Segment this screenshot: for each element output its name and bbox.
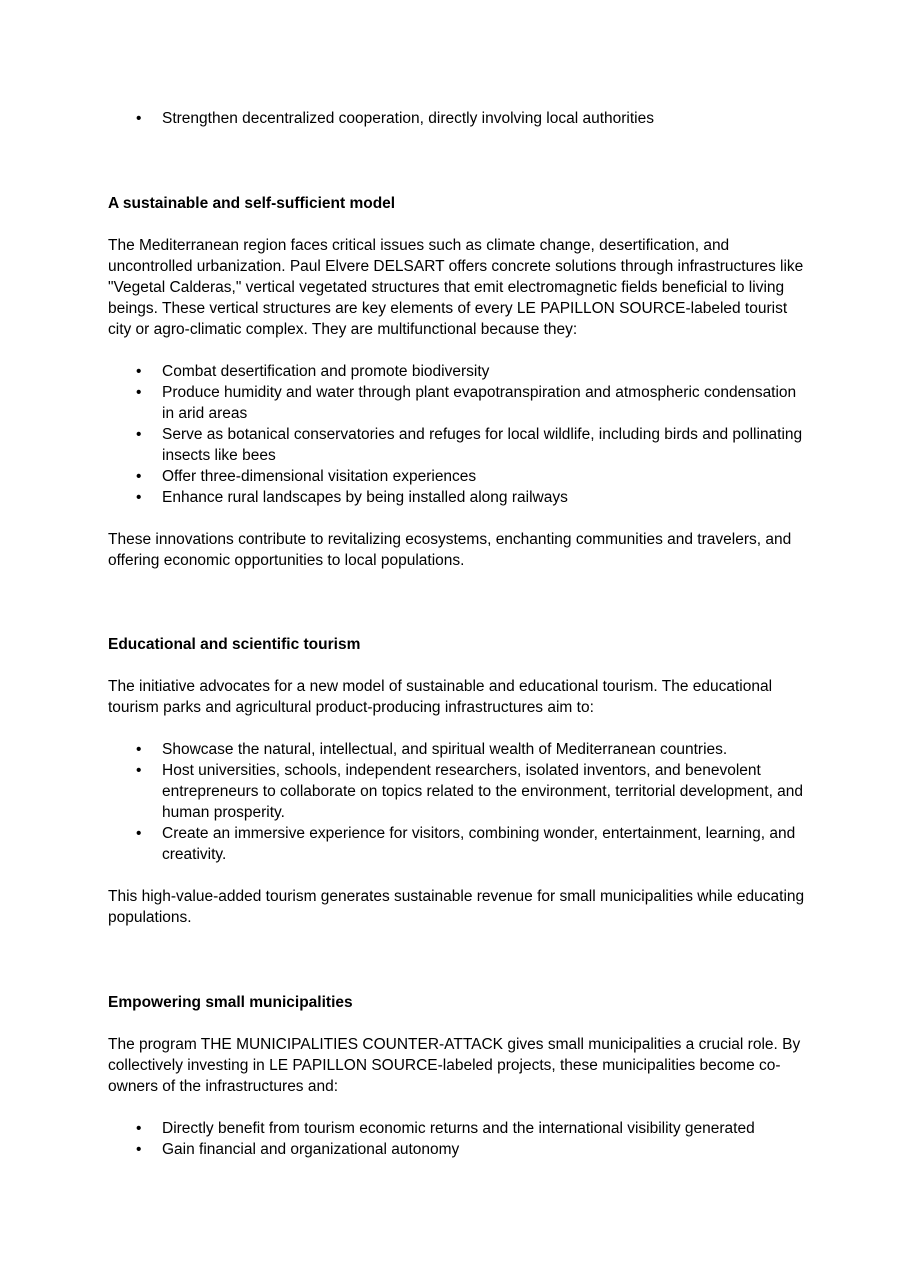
list-item-text: Strengthen decentralized cooperation, directly involving local authorities [162,110,654,127]
section-sustainable-model [108,193,808,214]
section1-outro-block [108,529,808,571]
bullet-icon: • [136,363,142,380]
list-item [108,823,808,865]
list-item [108,108,808,129]
list-item-text: Enhance rural landscapes by being installed along railways [162,489,568,506]
section2-intro-block [108,676,808,718]
paragraph: The initiative advocates for a new model of sustainable and educational tourism. The educational tourism parks and agricultural product-producing infrastructures aim to: [108,678,773,716]
paragraph: This high-value-added tourism generates sustainable revenue for small municipalities while educating populations. [108,888,805,926]
section-empowering-municipalities [108,992,808,1013]
section1-intro-block [108,235,808,340]
section-educational-tourism [108,634,808,655]
bullet-icon: • [136,426,142,443]
bullet-list [108,1118,808,1160]
bullet-icon: • [136,110,142,127]
section-heading: Educational and scientific tourism [108,636,361,653]
bullet-icon: • [136,489,142,506]
section2-list-block [108,739,808,865]
list-item-text: Directly benefit from tourism economic returns and the international visibility generated [162,1120,755,1137]
list-item-text: Showcase the natural, intellectual, and spiritual wealth of Mediterranean countries. [162,741,728,758]
list-item [108,487,808,508]
list-item [108,1139,808,1160]
list-item-text: Combat desertification and promote biodiversity [162,363,490,380]
top-bullet-list-block [108,108,808,129]
section-heading: A sustainable and self-sufficient model [108,195,396,212]
paragraph: These innovations contribute to revitalizing ecosystems, enchanting communities and travelers, and offering economic opportunities to local populations. [108,531,792,569]
bullet-icon: • [136,468,142,485]
list-item [108,1118,808,1139]
bullet-icon: • [136,384,142,401]
section3-intro-block [108,1034,808,1097]
list-item-text: Create an immersive experience for visitors, combining wonder, entertainment, learning, and creativity. [162,825,796,863]
section2-outro-block [108,886,808,928]
top-bullet-list [108,108,808,129]
section3-list-block [108,1118,808,1160]
bullet-icon: • [136,1141,142,1158]
bullet-icon: • [136,762,142,779]
list-item [108,361,808,382]
bullet-list [108,361,808,508]
list-item-text: Produce humidity and water through plant evapotranspiration and atmospheric condensation in arid areas [162,384,797,422]
section1-list-block [108,361,808,508]
list-item-text: Gain financial and organizational autonomy [162,1141,460,1158]
list-item [108,382,808,424]
list-item [108,424,808,466]
bullet-list [108,739,808,865]
section-heading: Empowering small municipalities [108,994,353,1011]
paragraph: The program THE MUNICIPALITIES COUNTER-ATTACK gives small municipalities a crucial role. By collectively investing in LE PAPILLON SOURCE-labeled projects, these municipalities become co-owners of the infrastructures and: [108,1036,801,1095]
list-item [108,466,808,487]
list-item [108,760,808,823]
bullet-icon: • [136,1120,142,1137]
list-item [108,739,808,760]
list-item-text: Offer three-dimensional visitation experiences [162,468,477,485]
list-item-text: Serve as botanical conservatories and refuges for local wildlife, including birds and pollinating insects like bees [162,426,803,464]
paragraph: The Mediterranean region faces critical issues such as climate change, desertification, and uncontrolled urbanization. Paul Elvere DELSART offers concrete solutions through infrastructures like "Vegetal Calderas," vertical vegetated structures that emit electromagnetic fields beneficial to living beings. These vertical structures are key elements of every LE PAPILLON SOURCE-labeled tourist city or agro-climatic complex. They are multifunctional because they: [108,237,804,338]
bullet-icon: • [136,825,142,842]
bullet-icon: • [136,741,142,758]
list-item-text: Host universities, schools, independent researchers, isolated inventors, and benevolent entrepreneurs to collaborate on topics related to the environment, territorial development, and human prosperity. [162,762,804,821]
